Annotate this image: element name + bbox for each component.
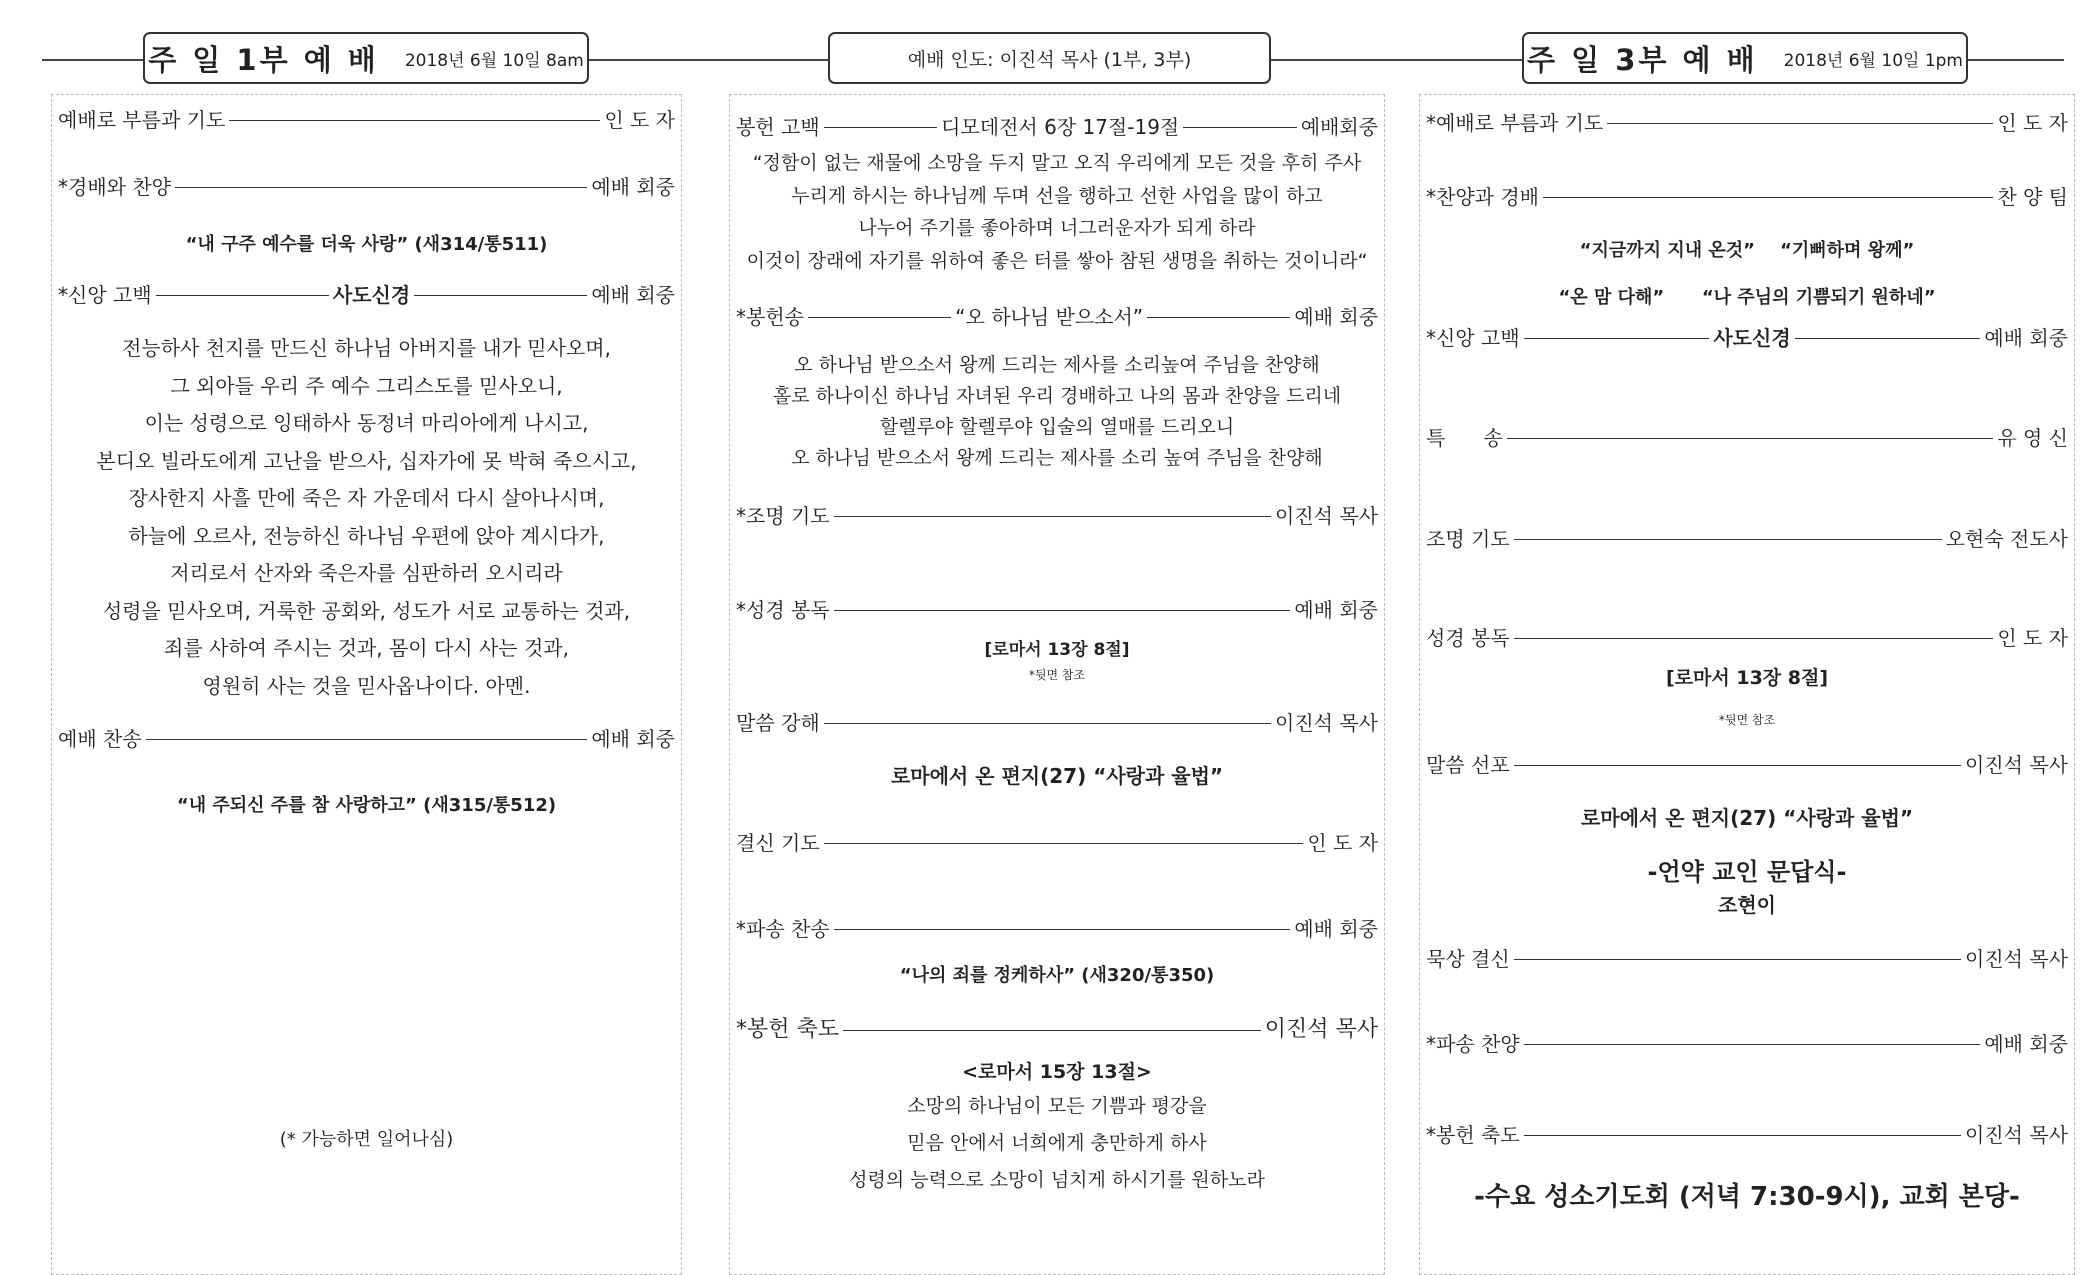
praise-song: “내 구주 예수를 더욱 사랑” (새314/통511) (185, 234, 548, 255)
order-sermon: 말씀 선포 이진석 목사 (1426, 753, 2068, 777)
order-benediction: *봉헌 축도 이진석 목사 (1426, 1123, 2068, 1147)
order-closing-hymn: *파송 찬송 예배 회중 (736, 917, 1378, 941)
service-1-column (51, 94, 682, 1275)
hymn-song: “내 주되신 주를 참 사랑하고” (새315/통512) (176, 795, 557, 816)
order-benediction: *봉헌 축도 이진석 목사 (736, 1017, 1378, 1042)
service-3-column (1419, 94, 2075, 1275)
reading-note: *뒷면 참조 (1718, 713, 1776, 727)
order-illumination-prayer: 조명 기도 오현숙 전도사 (1426, 527, 2068, 551)
order-special-song: 특 송 유 영 신 (1426, 426, 2068, 450)
order-decision-prayer: 결신 기도 인 도 자 (736, 831, 1378, 855)
covenant-ceremony: -언약 교인 문답식- (1647, 858, 1847, 886)
benediction-text: 소망의 하나님이 모든 기쁨과 평강을 믿음 안에서 너희에게 충만하게 하사 성령의 능력으로 소망이 넘치게 하시기를 원하노라 (849, 1095, 1265, 1191)
order-creed: *신앙 고백 사도신경 예배 회중 (1426, 326, 2068, 350)
service-1-header (143, 32, 589, 84)
leader-header (828, 32, 1271, 84)
offering-verse-text: “정함이 없는 재물에 소망을 두지 말고 오직 우리에게 모든 것을 후히 주사 누리게 하시는 하나님께 두며 선을 행하고 선한 사업을 많이 하고 나누어 주기를 좋아하며 너그러운자가 되게 하라 이것이 장래에 자기를 위하여 좋은 터를 쌓아 참된 생명을 취하는 것이니라“ (746, 152, 1368, 272)
order-praise: *찬양과 경배 찬 양 팀 (1426, 185, 2068, 209)
order-sermon: 말씀 강해 이진석 목사 (736, 711, 1378, 735)
order-illumination-prayer: *조명 기도 이진석 목사 (736, 504, 1378, 528)
order-praise: *경배와 찬양 예배 회중 (58, 175, 675, 199)
apostles-creed-text: 전능하사 천지를 만드신 하나님 아버지를 내가 믿사오며, 그 외아들 우리 주 예수 그리스도를 믿사오니, 이는 성령으로 잉태하사 동정녀 마리아에게 나시고, 본디오 빌라도에게 고난을 받으사, 십자가에 못 박혀 죽으시고, 장사한지 사흘 만에 죽은 자 가운데서 다시 살아나시며, 하늘에 오르사, 전능하신 하나님 우편에 앉아 계시다가, 저리로서 산자와 죽은자를 심판하러 오시리라 성령을 믿사오며, 거룩한 공회와, 성도가 서로 교통하는 것과, 죄를 사하여 주시는 것과, 몸이 다시 사는 것과, 영원히 사는 것을 믿사옵나이다. 아멘. (96, 336, 637, 698)
offering-song-lyrics: 오 하나님 받으소서 왕께 드리는 제사를 소리높여 주님을 찬양해 홀로 하나이신 하나님 자녀된 우리 경배하고 나의 몸과 찬양을 드리네 할렐루야 할렐루야 입술의 열매를 드리오니 오 하나님 받으소서 왕께 드리는 제사를 소리 높여 주님을 찬양해 (772, 354, 1342, 469)
worship-leader: 예배 인도: 이진석 목사 (1부, 3부) (907, 48, 1192, 71)
sermon-title: 로마에서 온 편지(27) “사랑과 율법” (1580, 806, 1914, 830)
standing-note: (* 가능하면 일어나심) (279, 1129, 454, 1150)
offering-column (729, 94, 1385, 1275)
service-3-header (1522, 32, 1968, 84)
reading-reference: [로마서 13장 8절] (1665, 667, 1829, 689)
order-call-to-worship: *예배로 부름과 기도 인 도 자 (1426, 111, 2068, 135)
order-offering-confession: 봉헌 고백 디모데전서 6장 17절-19절 예배회중 (736, 115, 1379, 139)
sermon-title: 로마에서 온 편지(27) “사랑과 율법” (890, 764, 1224, 788)
benediction-reference: <로마서 15장 13절> (962, 1061, 1152, 1083)
praise-songs-2: “온 맘 다해” “나 주님의 기쁨되기 원하네” (1558, 287, 1936, 308)
service-1-date: 2018년 6월 10일 8am (404, 50, 584, 71)
reading-reference: [로마서 13장 8절] (984, 640, 1130, 660)
order-scripture-reading: *성경 봉독 예배 회중 (736, 598, 1378, 622)
order-creed: *신앙 고백 사도신경 예배 회중 (58, 283, 675, 307)
closing-song: “나의 죄를 정케하사” (새320/통350) (899, 965, 1215, 986)
wednesday-announcement: -수요 성소기도회 (저녁 7:30-9시), 교회 본당- (1474, 1182, 2020, 1212)
praise-songs-1: “지금까지 지내 온것” “기뻐하며 왕께” (1579, 240, 1915, 261)
order-offering-song: *봉헌송 “오 하나님 받으소서” 예배 회중 (736, 305, 1379, 329)
order-meditation: 묵상 결신 이진석 목사 (1426, 947, 2068, 971)
order-hymn: 예배 찬송 예배 회중 (58, 727, 675, 751)
service-3-date: 2018년 6월 10일 1pm (1783, 50, 1963, 71)
ceremony-name: 조현이 (1718, 893, 1776, 917)
reading-note: *뒷면 참조 (1028, 668, 1086, 682)
order-scripture-reading: 성경 봉독 인 도 자 (1426, 626, 2068, 650)
order-closing-praise: *파송 찬양 예배 회중 (1426, 1032, 2068, 1056)
order-call-to-worship: 예배로 부름과 기도 인 도 자 (58, 108, 675, 132)
service-3-title: 주 일 3부 예 배 (1527, 42, 1758, 77)
service-1-title: 주 일 1부 예 배 (148, 42, 379, 77)
